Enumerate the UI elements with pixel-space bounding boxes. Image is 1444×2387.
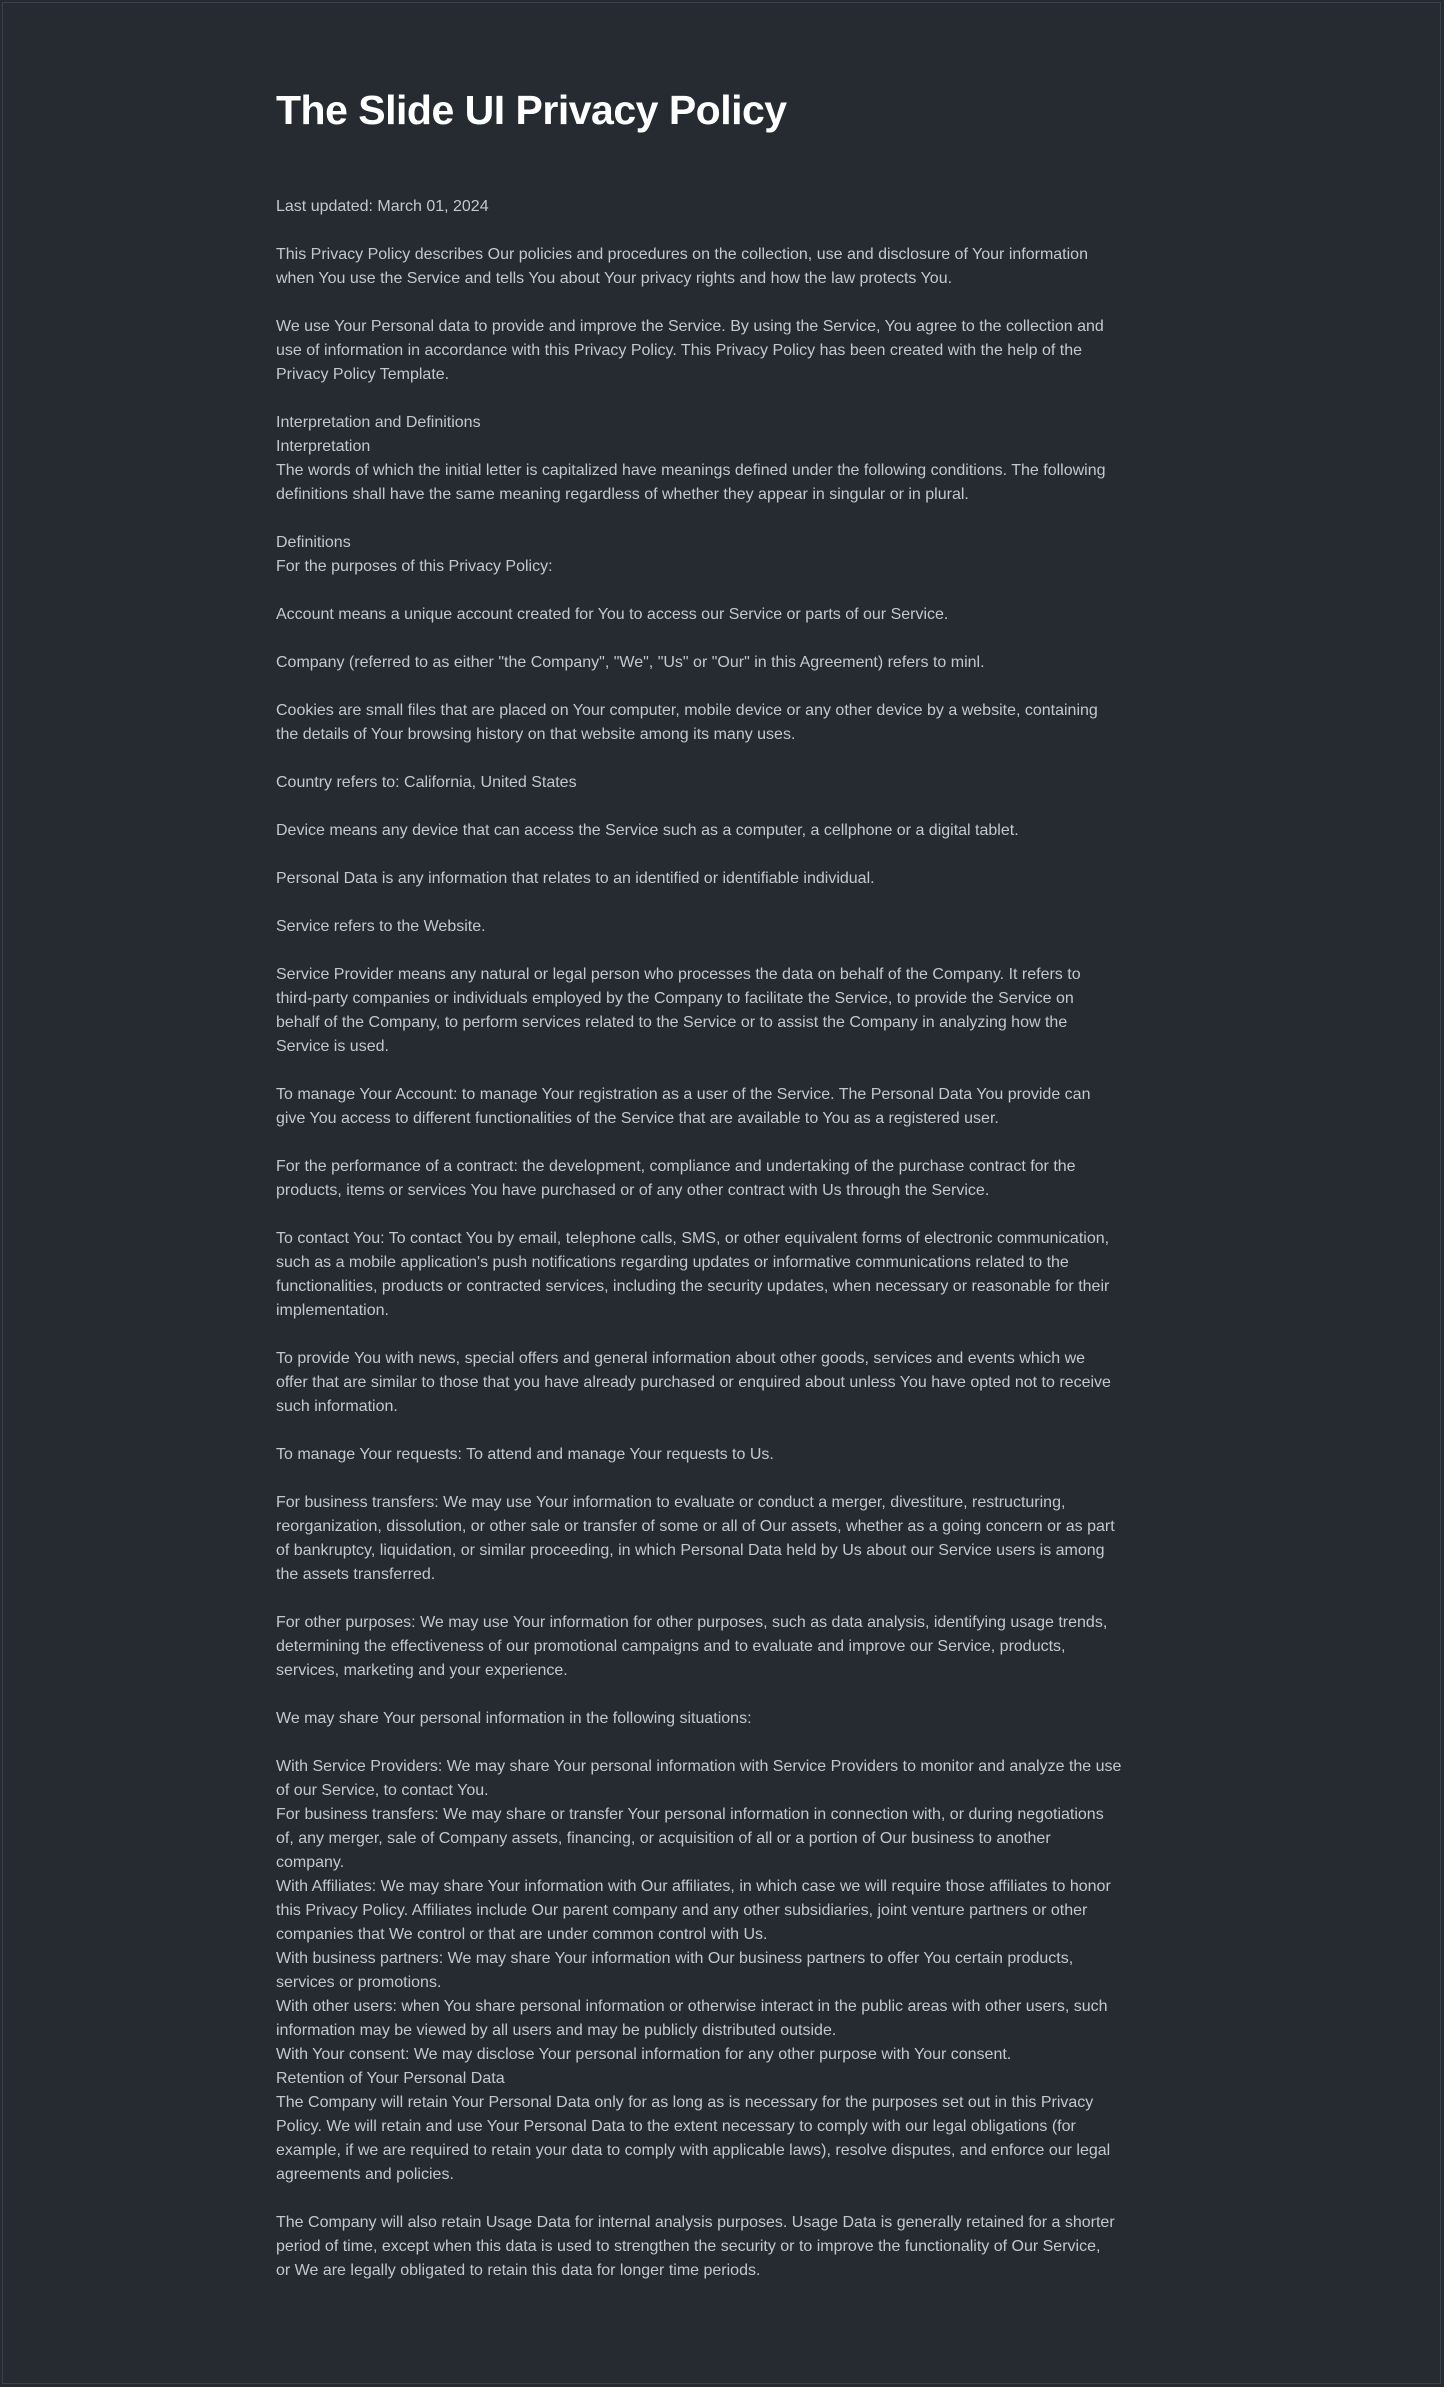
- policy-text-line: Definitions: [276, 534, 351, 551]
- policy-text-line: of, any merger, sale of Company assets, financing, or acquisition of all or a portion of Our business to another: [276, 1830, 1051, 1847]
- policy-paragraph: [276, 1443, 1186, 1467]
- policy-paragraph: [276, 531, 1186, 579]
- paragraph-spacer: [276, 747, 1186, 771]
- policy-text-line: Interpretation and Definitions: [276, 414, 481, 431]
- paragraph-spacer: [276, 627, 1186, 651]
- policy-text-line: To contact You: To contact You by email, telephone calls, SMS, or other equivalent forms of electronic communication,: [276, 1230, 1110, 1247]
- paragraph-spacer: [276, 795, 1186, 819]
- policy-text-line: Service refers to the Website.: [276, 918, 486, 935]
- policy-paragraph: [276, 699, 1186, 747]
- policy-paragraph: [276, 1155, 1186, 1203]
- paragraph-spacer: [276, 843, 1186, 867]
- policy-paragraph: [276, 771, 1186, 795]
- policy-text-line: information may be viewed by all users and may be publicly distributed outside.: [276, 2022, 837, 2039]
- policy-text-line: companies that We control or that are under common control with Us.: [276, 1926, 768, 1943]
- policy-paragraph: [276, 2211, 1186, 2283]
- paragraph-spacer: [276, 675, 1186, 699]
- policy-paragraph: [276, 315, 1186, 387]
- policy-text-line: example, if we are required to retain your data to comply with applicable laws), resolve disputes, and enforce our legal: [276, 2142, 1111, 2159]
- policy-text-line: such information.: [276, 1398, 398, 1415]
- policy-text-line: Account means a unique account created for You to access our Service or parts of our Service.: [276, 606, 949, 623]
- paragraph-spacer: [276, 1323, 1186, 1347]
- policy-text-line: definitions shall have the same meaning regardless of whether they appear in singular or in plural.: [276, 486, 969, 503]
- policy-text-line: With Affiliates: We may share Your information with Our affiliates, in which case we will require those affiliates to honor: [276, 1878, 1111, 1895]
- policy-text-line: Retention of Your Personal Data: [276, 2070, 505, 2087]
- policy-paragraph: [276, 243, 1186, 291]
- policy-paragraph: [276, 1491, 1186, 1587]
- policy-text-line: offer that are similar to those that you have already purchased or enquired about unless You have opted not to receive: [276, 1374, 1111, 1391]
- paragraph-spacer: [276, 579, 1186, 603]
- policy-text-line: The words of which the initial letter is capitalized have meanings defined under the following conditions. The following: [276, 462, 1106, 479]
- policy-paragraph: [276, 1347, 1186, 1419]
- policy-text-line: Service is used.: [276, 1038, 389, 1055]
- policy-text-line: This Privacy Policy describes Our policies and procedures on the collection, use and disclosure of Your information: [276, 246, 1088, 263]
- policy-text-line: services or promotions.: [276, 1974, 442, 1991]
- policy-text-line: With other users: when You share personal information or otherwise interact in the public areas with other users, such: [276, 1998, 1108, 2015]
- policy-text-line: Interpretation: [276, 438, 371, 455]
- policy-text-line: give You access to different functionalities of the Service that are available to You as a registered user.: [276, 1110, 999, 1127]
- policy-text-line: Personal Data is any information that relates to an identified or identifiable individual.: [276, 870, 875, 887]
- policy-text-line: Country refers to: California, United States: [276, 774, 577, 791]
- policy-text-line: determining the effectiveness of our promotional campaigns and to evaluate and improve our Service, products,: [276, 1638, 1066, 1655]
- policy-text-line: Company (referred to as either "the Company", "We", "Us" or "Our" in this Agreement) refers to minl.: [276, 654, 985, 671]
- policy-text-line: Privacy Policy Template.: [276, 366, 450, 383]
- policy-text-line: the assets transferred.: [276, 1566, 436, 1583]
- policy-paragraph: [276, 915, 1186, 939]
- policy-text-line: With business partners: We may share Your information with Our business partners to offer You certain products,: [276, 1950, 1074, 1967]
- policy-text-line: To provide You with news, special offers and general information about other goods, services and events which we: [276, 1350, 1086, 1367]
- policy-text-line: agreements and policies.: [276, 2166, 454, 2183]
- policy-text-line: For business transfers: We may use Your information to evaluate or conduct a merger, divestiture, restructuring,: [276, 1494, 1066, 1511]
- policy-text-line: reorganization, dissolution, or other sale or transfer of some or all of Our assets, whether as a going concern or as part: [276, 1518, 1115, 1535]
- policy-text-line: For business transfers: We may share or transfer Your personal information in connection with, or during negotiations: [276, 1806, 1104, 1823]
- policy-paragraph: [276, 867, 1186, 891]
- policy-text-line: Last updated: March 01, 2024: [276, 198, 489, 215]
- policy-content: [276, 85, 1186, 2279]
- policy-text-line: To manage Your requests: To attend and manage Your requests to Us.: [276, 1446, 774, 1463]
- policy-paragraph: [276, 195, 1186, 219]
- policy-paragraph: [276, 1227, 1186, 1323]
- paragraph-spacer: [276, 1467, 1186, 1491]
- policy-text-line: services, marketing and your experience.: [276, 1662, 568, 1679]
- policy-text-line: With Your consent: We may disclose Your personal information for any other purpose with Your consent.: [276, 2046, 1012, 2063]
- policy-paragraph: [276, 1707, 1186, 1731]
- paragraph-spacer: [276, 1683, 1186, 1707]
- policy-text-line: the details of Your browsing history on that website among its many uses.: [276, 726, 796, 743]
- policy-text-line: To manage Your Account: to manage Your registration as a user of the Service. The Personal Data You provide can: [276, 1086, 1091, 1103]
- policy-paragraph: [276, 603, 1186, 627]
- policy-paragraph: [276, 651, 1186, 675]
- policy-paragraph: [276, 1611, 1186, 1683]
- policy-text-line: such as a mobile application's push notifications regarding updates or informative communications related to the: [276, 1254, 1069, 1271]
- paragraph-spacer: [276, 1203, 1186, 1227]
- paragraph-spacer: [276, 291, 1186, 315]
- policy-text-line: For the performance of a contract: the development, compliance and undertaking of the purchase contract for the: [276, 1158, 1076, 1175]
- paragraph-spacer: [276, 939, 1186, 963]
- policy-text-line: when You use the Service and tells You about Your privacy rights and how the law protects You.: [276, 270, 953, 287]
- paragraph-spacer: [276, 507, 1186, 531]
- policy-paragraph: [276, 819, 1186, 843]
- policy-paragraph: [276, 411, 1186, 507]
- paragraph-spacer: [276, 387, 1186, 411]
- policy-text-line: Service Provider means any natural or legal person who processes the data on behalf of the Company. It refers to: [276, 966, 1081, 983]
- policy-text-line: Device means any device that can access the Service such as a computer, a cellphone or a digital tablet.: [276, 822, 1019, 839]
- policy-text-line: For other purposes: We may use Your information for other purposes, such as data analysis, identifying usage trends,: [276, 1614, 1108, 1631]
- policy-text-line: of bankruptcy, liquidation, or similar proceeding, in which Personal Data held by Us about our Service users is among: [276, 1542, 1105, 1559]
- policy-paragraph: [276, 1083, 1186, 1131]
- policy-body: [276, 195, 1186, 2283]
- policy-text-line: this Privacy Policy. Affiliates include Our parent company and any other subsidiaries, joint venture partners or other: [276, 1902, 1088, 1919]
- paragraph-spacer: [276, 219, 1186, 243]
- policy-text-line: company.: [276, 1854, 345, 1871]
- paragraph-spacer: [276, 1731, 1186, 1755]
- page-title: The Slide UI Privacy Policy: [276, 87, 787, 133]
- policy-text-line: Policy. We will retain and use Your Personal Data to the extent necessary to comply with our legal obligations (for: [276, 2118, 1076, 2135]
- policy-text-line: functionalities, products or contracted services, including the security updates, when necessary or reasonable for their: [276, 1278, 1110, 1295]
- policy-text-line: With Service Providers: We may share Your personal information with Service Providers to monitor and analyze the use: [276, 1758, 1122, 1775]
- policy-text-line: third-party companies or individuals employed by the Company to facilitate the Service, to provide the Service on: [276, 990, 1074, 1007]
- policy-text-line: For the purposes of this Privacy Policy:: [276, 558, 553, 575]
- paragraph-spacer: [276, 1587, 1186, 1611]
- page-frame: [2, 2, 1441, 2384]
- paragraph-spacer: [276, 1059, 1186, 1083]
- policy-text-line: We may share Your personal information in the following situations:: [276, 1710, 752, 1727]
- policy-text-line: The Company will also retain Usage Data for internal analysis purposes. Usage Data is generally retained for a shorter: [276, 2214, 1115, 2231]
- policy-text-line: of our Service, to contact You.: [276, 1782, 489, 1799]
- policy-paragraph: [276, 1755, 1186, 2187]
- policy-text-line: We use Your Personal data to provide and improve the Service. By using the Service, You agree to the collection and: [276, 318, 1104, 335]
- policy-text-line: use of information in accordance with this Privacy Policy. This Privacy Policy has been created with the help of the: [276, 342, 1083, 359]
- policy-text-line: Cookies are small files that are placed on Your computer, mobile device or any other device by a website, containing: [276, 702, 1098, 719]
- policy-text-line: behalf of the Company, to perform services related to the Service or to assist the Company in analyzing how the: [276, 1014, 1068, 1031]
- paragraph-spacer: [276, 891, 1186, 915]
- policy-text-line: The Company will retain Your Personal Data only for as long as is necessary for the purposes set out in this Privacy: [276, 2094, 1094, 2111]
- policy-text-line: implementation.: [276, 1302, 389, 1319]
- policy-text-line: period of time, except when this data is used to strengthen the security or to improve the functionality of Our Service,: [276, 2238, 1101, 2255]
- policy-text-line: or We are legally obligated to retain this data for longer time periods.: [276, 2262, 761, 2279]
- policy-paragraph: [276, 963, 1186, 1059]
- paragraph-spacer: [276, 1131, 1186, 1155]
- paragraph-spacer: [276, 2187, 1186, 2211]
- paragraph-spacer: [276, 1419, 1186, 1443]
- policy-text-line: products, items or services You have purchased or of any other contract with Us through the Service.: [276, 1182, 990, 1199]
